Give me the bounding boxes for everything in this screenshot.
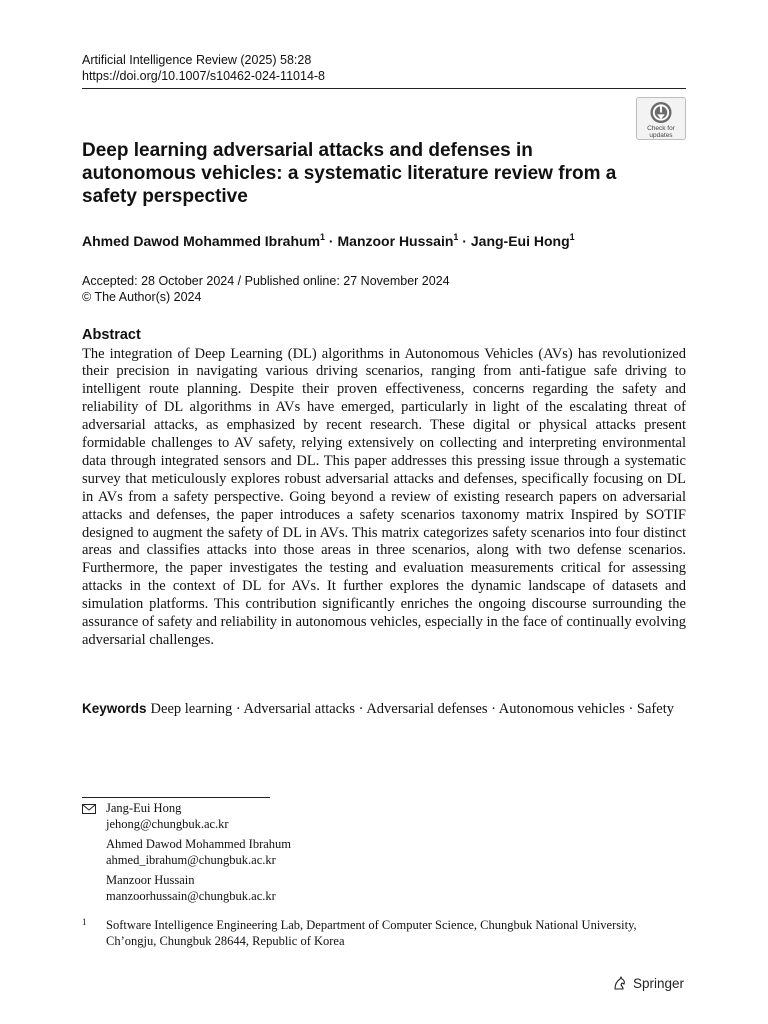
footnote-divider — [82, 797, 270, 798]
correspondence-entry — [106, 837, 291, 868]
keywords-list: Deep learning · Adversarial attacks · Adversarial defenses · Autonomous vehicles · Safety — [150, 701, 674, 717]
springer-horse-icon — [612, 975, 628, 991]
article-first-page — [82, 0, 686, 1024]
correspondent-email[interactable]: ahmed_ibrahum@chungbuk.ac.kr — [106, 852, 276, 867]
publisher-name: Springer — [633, 975, 685, 991]
publication-dates — [82, 274, 450, 305]
correspondence-entry — [106, 801, 229, 832]
copyright-notice: © The Author(s) 2024 — [82, 289, 202, 304]
author-name[interactable]: Jang-Eui Hong — [470, 233, 570, 249]
correspondent-name: Manzoor Hussain — [106, 873, 195, 887]
journal-header — [82, 52, 325, 84]
header-divider — [82, 88, 686, 89]
author-separator: · — [325, 233, 338, 249]
affiliation-text: Software Intelligence Engineering Lab, Department of Computer Science, Chungbuk National University, Ch’ongju, Chungbuk 28644, Republic of Korea — [106, 918, 637, 948]
article-title: Deep learning adversarial attacks and defenses in autonomous vehicles: a systematic literature review from a safety perspective — [82, 140, 617, 207]
doi-link[interactable]: https://doi.org/10.1007/s10462-024-11014-8 — [82, 69, 326, 83]
accepted-published-date: Accepted: 28 October 2024 / Published online: 27 November 2024 — [82, 274, 450, 288]
check-for-updates-badge[interactable] — [636, 97, 686, 140]
author-affiliation-mark: 1 — [569, 232, 575, 242]
author-affiliation-mark: 1 — [453, 232, 459, 242]
correspondent-name: Ahmed Dawod Mohammed Ibrahum — [106, 837, 292, 851]
correspondent-email[interactable]: jehong@chungbuk.ac.kr — [106, 816, 229, 831]
abstract-heading: Abstract — [82, 327, 141, 343]
check-for-updates-label: Check for updates — [647, 125, 675, 139]
correspondence-entry — [106, 873, 276, 904]
check-for-updates-icon — [649, 101, 673, 124]
author-name[interactable]: Ahmed Dawod Mohammed Ibrahum — [82, 233, 321, 249]
envelope-icon — [82, 804, 96, 814]
affiliation-number: 1 — [82, 917, 87, 927]
author-affiliation-mark: 1 — [320, 232, 326, 242]
journal-citation: Artificial Intelligence Review (2025) 58:28 — [82, 53, 312, 67]
author-name[interactable]: Manzoor Hussain — [337, 233, 454, 249]
author-separator: · — [458, 233, 471, 249]
correspondent-name: Jang-Eui Hong — [106, 801, 182, 815]
correspondent-email[interactable]: manzoorhussain@chungbuk.ac.kr — [106, 888, 276, 903]
abstract-body: The integration of Deep Learning (DL) algorithms in Autonomous Vehicles (AVs) has revolutionized their precision in navigating various driving scenarios, ranging from anti-fatigue safe driving to intelligent route planning. Despite their proven effectiveness, concerns regarding the safety and reliability of DL algorithms in AVs have emerged, particularly in light of the escalating threat of adversarial attacks, as emphasized by recent research. These digital or physical attacks present formidable challenges to AV safety, relying extensively on collecting and interpreting environmental data through integrated sensors and DL. This paper addresses this pressing issue through a systematic survey that meticulously explores robust adversarial attacks and defenses, specifically focusing on DL in AVs from a safety perspective. Going beyond a review of existing research papers on adversarial attacks and defenses, the paper introduces a safety scenarios taxonomy matrix Inspired by SOTIF designed to augment the safety of DL in AVs. This matrix categorizes safety scenarios into four distinct areas and classifies attacks into those areas in three scenarios, along with two defense scenarios. Furthermore, the paper investigates the testing and evaluation measurements critical for assessing attacks in the context of DL for AVs. It further explores the dynamic landscape of datasets and simulation platforms. This contribution significantly enriches the ongoing discourse surrounding the assurance of safety and reliability in autonomous vehicles, especially in the face of continually evolving adversarial challenges. — [82, 345, 686, 648]
publisher-logo — [612, 975, 684, 991]
keywords-block — [82, 700, 686, 718]
author-list — [82, 232, 575, 250]
keywords-label: Keywords — [82, 701, 147, 716]
